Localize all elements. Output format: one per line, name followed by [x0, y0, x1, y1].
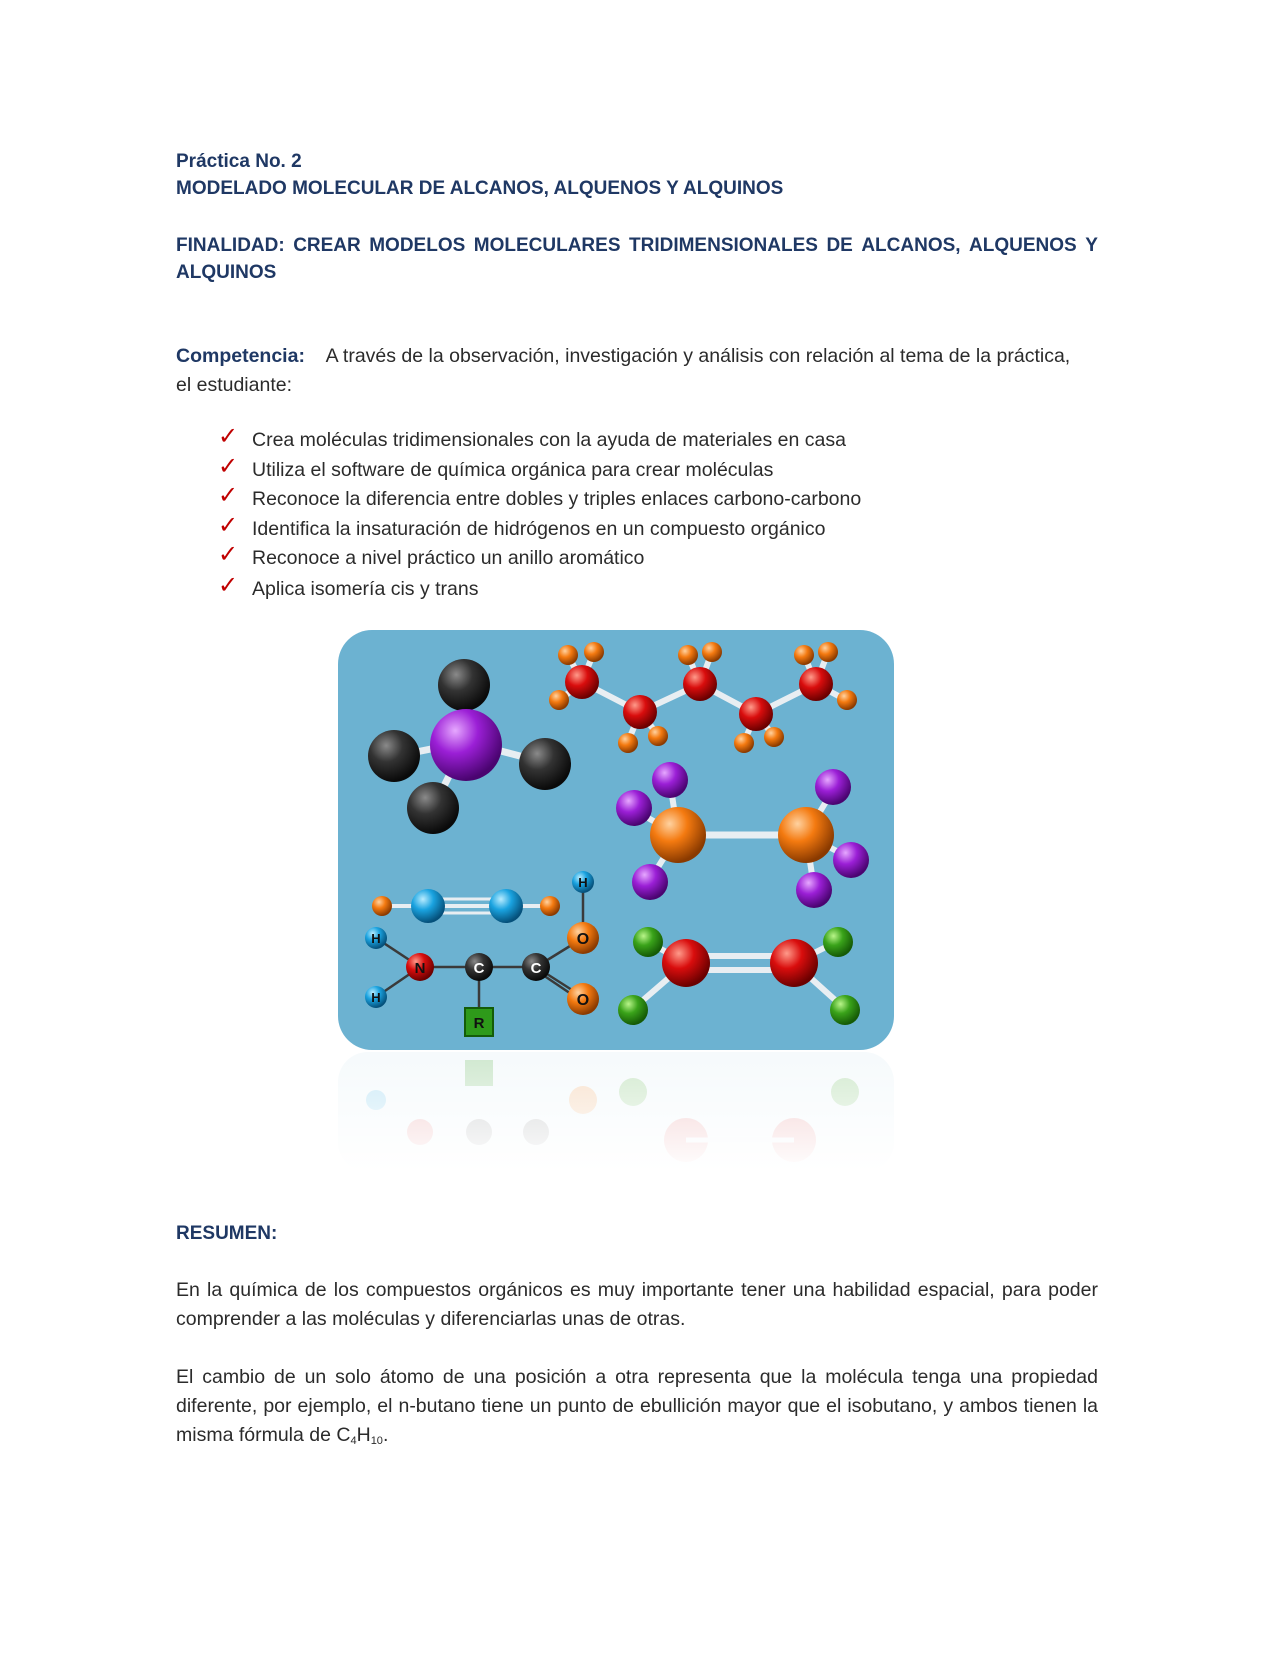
atom-label: C — [530, 960, 542, 977]
checkmark-icon: ✓ — [218, 571, 239, 599]
purpose-word: ALQUENOS — [969, 235, 1077, 256]
green-atom — [618, 995, 648, 1025]
purpose-line-2: ALQUINOS — [176, 262, 277, 283]
checkmark-icon: ✓ — [218, 451, 239, 480]
black-atom — [368, 730, 420, 782]
list-item-text: Reconoce a nivel práctico un anillo aromático — [252, 547, 645, 569]
list-item — [218, 481, 862, 515]
purple-atom — [430, 709, 502, 781]
atom-label: H — [371, 990, 381, 1005]
purple-atom — [616, 790, 652, 826]
list-item-text: Aplica isomería cis y trans — [252, 578, 479, 600]
purpose-word: FINALIDAD: — [176, 235, 285, 256]
competency-paragraph — [176, 342, 1076, 400]
atom-label: O — [576, 992, 590, 1009]
atom-label: C — [473, 960, 485, 977]
orange-atom — [650, 807, 706, 863]
black-atom — [407, 782, 459, 834]
green-atom — [830, 995, 860, 1025]
purpose-word: Y — [1085, 235, 1098, 256]
purple-atom — [796, 872, 832, 908]
orange-atom — [778, 807, 834, 863]
atom-label: N — [414, 960, 426, 977]
purpose-word: CREAR — [293, 235, 361, 256]
summary-paragraph-2-text: El cambio de un solo átomo de una posición a otra representa que la molécula tenga una propiedad diferente, por ejemplo, el n-butano tiene un punto de ebullición mayor que el isobutano, y ambos tienen la misma fórmula de C — [176, 1366, 1098, 1446]
black-atom — [438, 659, 490, 711]
list-item-text: Reconoce la diferencia entre dobles y triples enlaces carbono-carbono — [252, 488, 862, 510]
purple-atom — [815, 769, 851, 805]
formula-h: H — [356, 1424, 371, 1446]
atom-label: O — [576, 931, 590, 948]
formula-subscript-c: 4 — [350, 1435, 357, 1447]
practice-title: MODELADO MOLECULAR DE ALCANOS, ALQUENOS Y ALQUINOS — [176, 178, 784, 199]
competency-text: A través de la observación, investigación y análisis con relación al tema de la práctica, el estudiante: — [176, 345, 1071, 396]
orange-atom — [372, 896, 392, 916]
list-item — [218, 571, 861, 605]
black-atom — [519, 738, 571, 790]
atom-label: R — [473, 1015, 485, 1032]
purpose-word: DE — [826, 235, 853, 256]
list-item — [218, 422, 861, 456]
competency-label: Competencia: — [176, 345, 305, 367]
green-atom — [633, 927, 663, 957]
green-atom — [823, 927, 853, 957]
red-atom — [770, 939, 818, 987]
purple-atom — [652, 762, 688, 798]
purpose-word: MOLECULARES — [473, 235, 621, 256]
atom-label: H — [371, 931, 381, 946]
list-item — [218, 510, 861, 545]
purpose-word: TRIDIMENSIONALES — [629, 235, 818, 256]
purple-atom — [833, 842, 869, 878]
summary-heading: RESUMEN: — [176, 1223, 278, 1244]
list-item-text: Utiliza el software de química orgánica para crear moléculas — [252, 458, 774, 481]
blue-atom — [489, 889, 523, 923]
competency-checklist — [218, 422, 862, 605]
red-atom — [662, 939, 710, 987]
list-item — [218, 451, 861, 486]
summary-paragraph-2 — [176, 1363, 1098, 1456]
blue-atom — [411, 889, 445, 923]
checkmark-icon: ✓ — [218, 510, 239, 539]
checkmark-icon: ✓ — [218, 481, 239, 509]
purpose-line-1 — [176, 234, 1098, 258]
list-item — [218, 540, 861, 575]
summary-paragraph-1: En la química de los compuestos orgánicos es muy importante tener una habilidad espacial, para poder comprender a las moléculas y diferenciarlas unas de otras. — [176, 1279, 1098, 1330]
checkmark-icon: ✓ — [218, 422, 239, 450]
list-item-text: Identifica la insaturación de hidrógenos en un compuesto orgánico — [252, 517, 826, 540]
purple-atom — [632, 864, 668, 900]
practice-number: Práctica No. 2 — [176, 151, 302, 172]
molecule-illustration — [338, 630, 894, 1050]
checkmark-icon: ✓ — [218, 540, 239, 568]
atom-label: H — [578, 875, 588, 890]
orange-atom — [540, 896, 560, 916]
list-item-text: Crea moléculas tridimensionales con la ayuda de materiales en casa — [252, 429, 846, 451]
summary-paragraph-2-end: . — [382, 1424, 389, 1446]
purpose-word: MODELOS — [369, 235, 466, 256]
figure-reflection — [338, 1052, 894, 1172]
formula-subscript-h: 10 — [370, 1435, 383, 1447]
purpose-word: ALCANOS, — [861, 235, 961, 256]
